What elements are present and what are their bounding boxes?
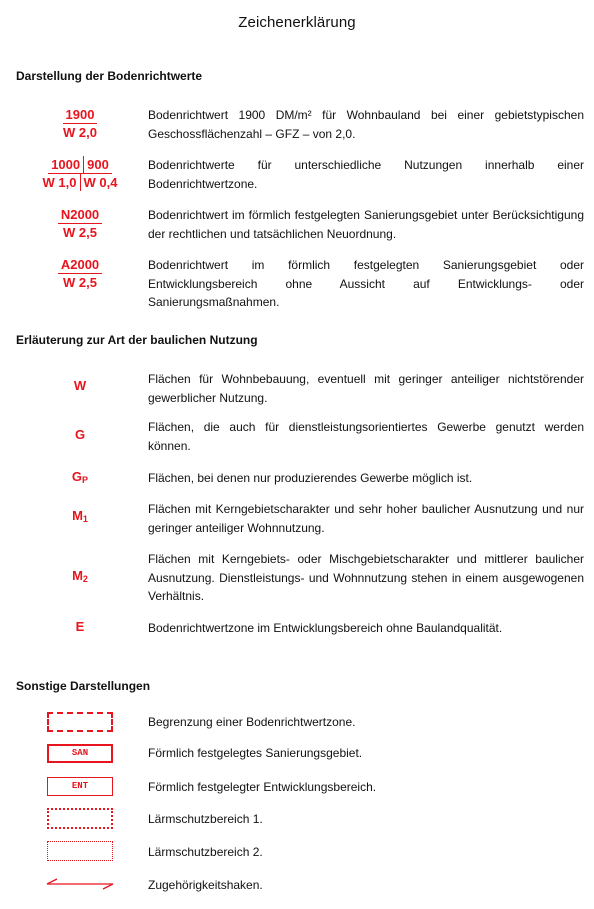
- multi-bodenrichtwert-symbol: 1000 900 W 1,0 W 0,4: [30, 156, 130, 191]
- legend-text: Zugehörigkeitshaken.: [148, 878, 263, 892]
- page-title: Zeichenerklärung: [238, 14, 356, 31]
- san-symbol: SAN: [47, 744, 113, 763]
- nutzung-symbol-e: E: [75, 619, 85, 634]
- legend-text: Flächen für Wohnbebauung, eventuell mit geringer anteiliger nichtstörender gewerblicher Nutzung.: [148, 372, 584, 405]
- legend-text: Bodenrichtwerte für unterschiedliche Nutzungen innerhalb einer Bodenrichtwertzone.: [148, 158, 584, 191]
- legend-text: Bodenrichtwert im förmlich festgelegten Sanierungsgebiet oder Entwicklungsbereich ohne Aussicht auf Entwicklungs- oder Sanierungsmaßnahmen.: [148, 258, 584, 309]
- a-bodenrichtwert-symbol: $\frac{A2000}{W 2,5}$: [30, 256, 130, 292]
- nutzung-symbol-g: G: [74, 427, 86, 442]
- legend-text: Bodenrichtwert 1900 DM/m² für Wohnbauland bei einer gebietstypischen Geschossflächenzahl – GFZ – von 2,0.: [148, 108, 584, 141]
- section-heading-nutzung: Erläuterung zur Art der baulichen Nutzung: [16, 333, 258, 347]
- legend-text: Flächen, die auch für dienstleistungsorientiertes Gewerbe genutzt werden können.: [148, 420, 584, 453]
- legend-text: Bodenrichtwert im förmlich festgelegten Sanierungsgebiet unter Berücksichtigung der rechtlichen und tatsächlichen Neuordnung.: [148, 208, 584, 241]
- legend-text: Förmlich festgelegtes Sanierungsgebiet.: [148, 746, 363, 760]
- noise-zone-1-symbol: [47, 808, 113, 829]
- legend-text: Flächen mit Kerngebietscharakter und sehr hoher baulicher Ausnutzung und nur geringer anteiliger Wohnnutzung.: [148, 502, 584, 535]
- legend-text: Lärmschutzbereich 1.: [148, 812, 263, 826]
- section-heading-bodenrichtwerte: Darstellung der Bodenrichtwerte: [16, 69, 203, 83]
- noise-zone-2-symbol: [47, 841, 113, 861]
- legend-text: Begrenzung einer Bodenrichtwertzone.: [148, 715, 356, 729]
- legend-text: Bodenrichtwertzone im Entwicklungsbereich ohne Baulandqualität.: [148, 621, 503, 635]
- bodenrichtwert-symbol: $\frac{1900}{W 2,0}$: [63, 107, 97, 140]
- legend-text: Flächen mit Kerngebiets- oder Mischgebietscharakter und mittlerer baulicher Ausnutzung. Dienstleistungs- und Wohnnutzung stehen in einem ausgewogenen Verhältnis.: [148, 552, 584, 603]
- ent-symbol: ENT: [47, 777, 113, 796]
- nutzung-symbol-m1: $M_1$: [72, 508, 88, 524]
- nutzung-symbol-w: W: [73, 378, 87, 393]
- hook-arrow-icon: [43, 877, 117, 891]
- nutzung-symbol-m2: $M_2$: [72, 568, 88, 584]
- zone-boundary-symbol: [47, 712, 113, 732]
- legend-text: Förmlich festgelegter Entwicklungsbereich.: [148, 780, 377, 794]
- n-bodenrichtwert-symbol: $\frac{N2000}{W 2,5}$: [30, 206, 130, 242]
- legend-text: Flächen, bei denen nur produzierendes Gewerbe möglich ist.: [148, 471, 473, 485]
- legend-text: Lärmschutzbereich 2.: [148, 845, 263, 859]
- section-heading-sonstige: Sonstige Darstellungen: [16, 679, 151, 693]
- nutzung-symbol-gp: $G_P$: [71, 469, 89, 485]
